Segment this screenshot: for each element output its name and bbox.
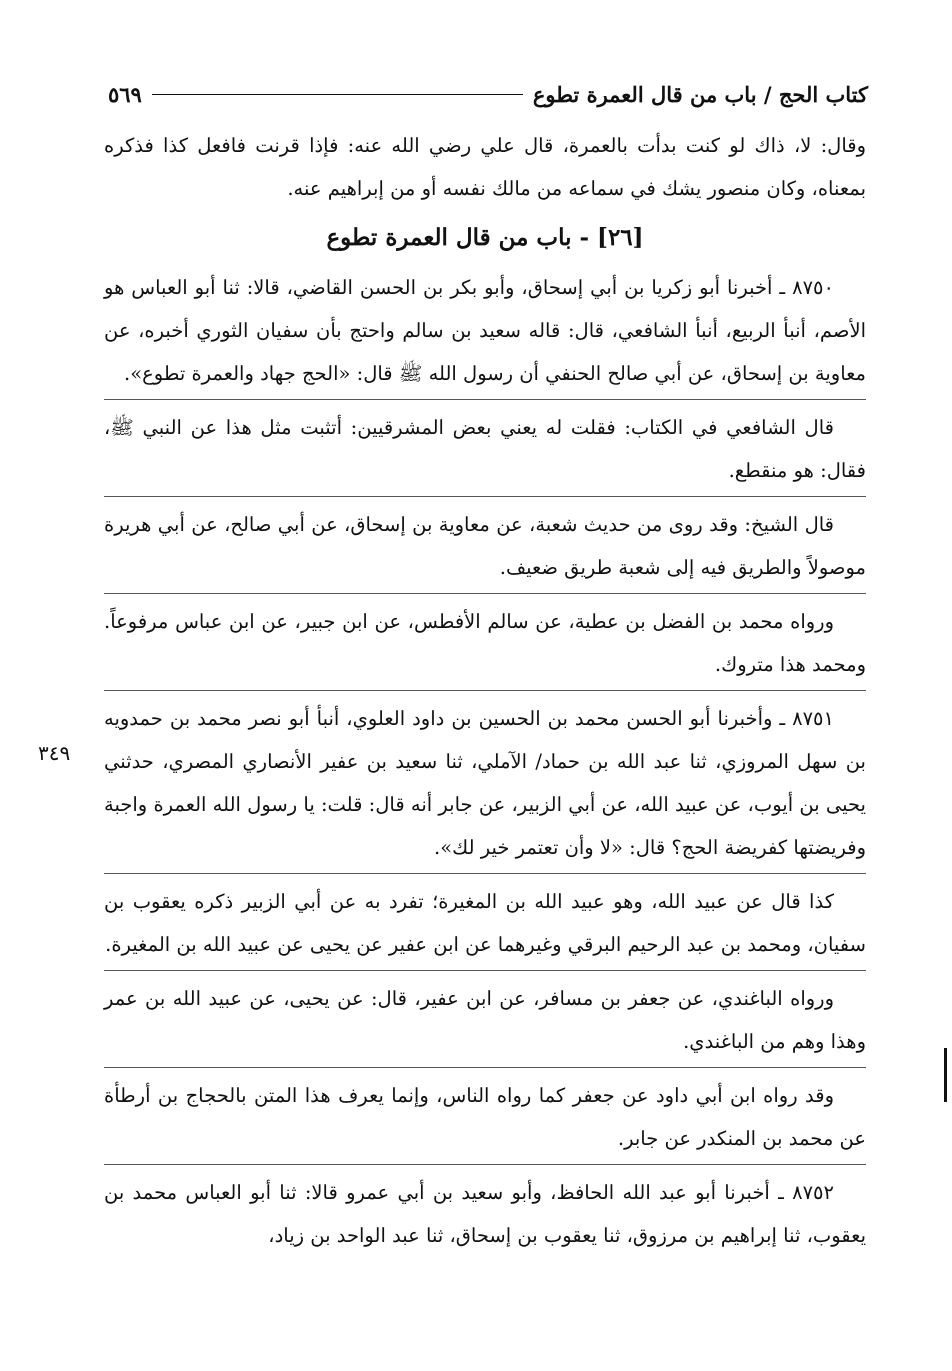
paragraph-separator (104, 1067, 866, 1068)
sheikh-comment: قال الشيخ: وقد روى من حديث شعبة، عن معاوية بن إسحاق، عن أبي صالح، عن أبي هريرة موصولاً والطريق فيه إلى شعبة طريق ضعيف. (104, 513, 866, 579)
header-rule (152, 94, 523, 95)
baghandi-narration: ورواه الباغندي، عن جعفر بن مسافر، عن ابن عفير، قال: عن يحيى، عن عبيد الله بن عمر وهذا وهم من الباغندي. (104, 987, 866, 1053)
paragraph-separator (104, 399, 866, 400)
hadith-8751: ٨٧٥١ ـ وأخبرنا أبو الحسن محمد بن الحسين بن داود العلوي، أنبأ أبو نصر محمد بن حمدويه بن سهل المروزي، ثنا عبد الله بن حماد/ الآملي، ثنا سعيد بن عفير الأنصاري المصري، حدثني يحيى بن أيوب، عن عبيد الله، عن أبي الزبير، عن جابر أنه قال: قلت: يا رسول الله العمرة واجبة وفريضتها كفريضة الحج؟ قال: «لا وأن تعتمر خير لك». (104, 707, 866, 859)
ibn-fadl-narration: ورواه محمد بن الفضل بن عطية، عن سالم الأفطس، عن ابن جبير، عن ابن عباس مرفوعاً. ومحمد هذا متروك. (104, 610, 866, 676)
ubaydullah-comment: كذا قال عن عبيد الله، وهو عبيد الله بن المغيرة؛ تفرد به عن أبي الزبير ذكره يعقوب بن سفيان، ومحمد بن عبد الرحيم البرقي وغيرهما عن ابن عفير عن يحيى عن عبيد الله بن المغيرة. (104, 890, 866, 956)
paragraph-separator (104, 593, 866, 594)
paragraph-separator (104, 873, 866, 874)
ibn-abi-dawud-narration: وقد رواه ابن أبي داود عن جعفر كما رواه الناس، وإنما يعرف هذا المتن بالحجاج بن أرطأة عن محمد بن المنكدر عن جابر. (104, 1084, 866, 1150)
hadith-8750: ٨٧٥٠ ـ أخبرنا أبو زكريا بن أبي إسحاق، وأبو بكر بن الحسن القاضي، قالا: ثنا أبو العباس هو الأصم، أنبأ الربيع، أنبأ الشافعي، قال: قاله سعيد بن سالم واحتج بأن سفيان الثوري أخبره، عن معاوية بن إسحاق، عن أبي صالح الحنفي أن رسول الله ﷺ قال: «الحج جهاد والعمرة تطوع». (104, 276, 866, 385)
shafii-comment: قال الشافعي في الكتاب: فقلت له يعني بعض المشرقيين: أتثبت مثل هذا عن النبي ﷺ، فقال: هو منقطع. (104, 416, 866, 482)
paragraph-separator (104, 1164, 866, 1165)
margin-mark (944, 1048, 947, 1102)
page-number: ٥٦٩ (108, 81, 142, 107)
header-title: كتاب الحج / باب من قال العمرة تطوع (532, 81, 868, 107)
paragraph-separator (104, 496, 866, 497)
intro-paragraph: وقال: لا، ذاك لو كنت بدأت بالعمرة، قال علي رضي الله عنه: فإذا قرنت فافعل كذا فذكره بمعناه، وكان منصور يشك في سماعه من مالك نفسه أو من إبراهيم عنه. (104, 134, 866, 200)
page-body (104, 124, 866, 1257)
section-title: [٢٦] - باب من قال العمرة تطوع (326, 224, 644, 251)
hadith-8752: ٨٧٥٢ ـ أخبرنا أبو عبد الله الحافظ، وأبو سعيد بن أبي عمرو قالا: ثنا أبو العباس محمد بن يعقوب، ثنا إبراهيم بن مرزوق، ثنا يعقوب بن إسحاق، ثنا عبد الواحد بن زياد، (104, 1181, 866, 1247)
paragraph-separator (104, 970, 866, 971)
margin-folio-note: ٣٤٩ (38, 741, 71, 765)
paragraph-separator (104, 690, 866, 691)
running-header (108, 74, 868, 114)
